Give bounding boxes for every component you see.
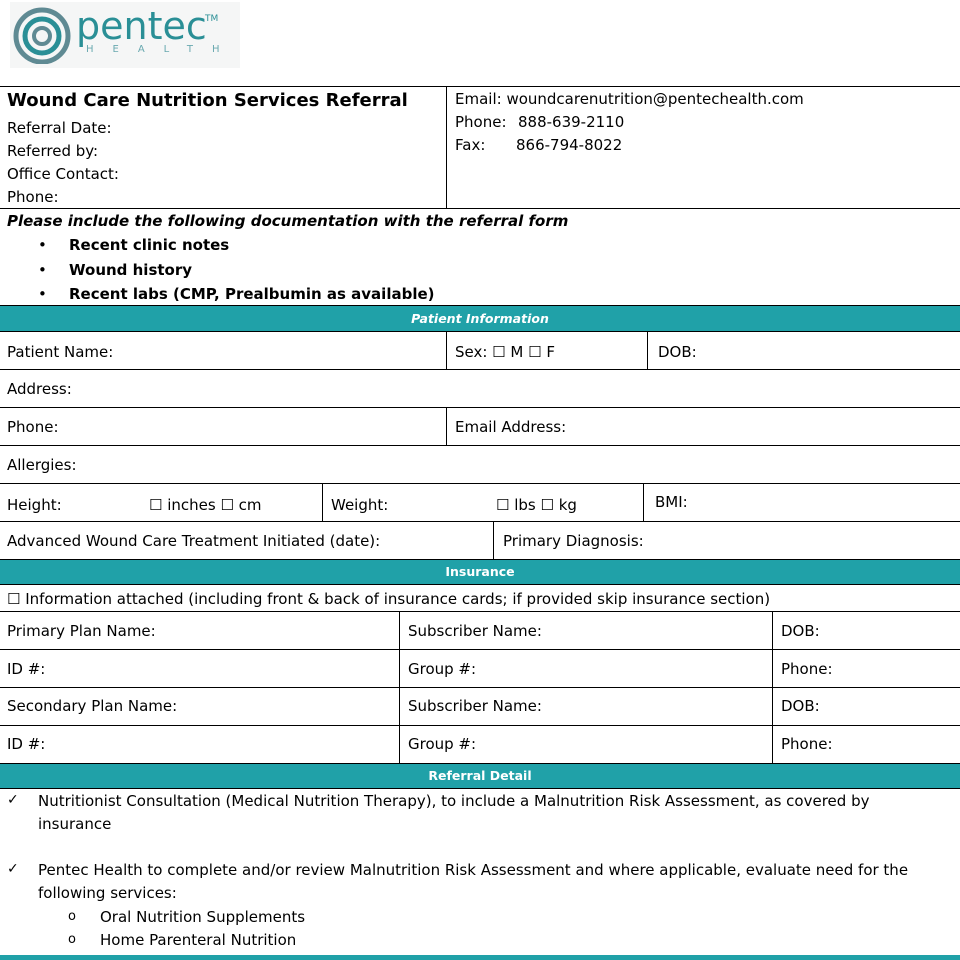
- header-phone-label: Phone:: [7, 188, 59, 206]
- referral-item-1-cont: insurance: [38, 815, 112, 833]
- patient-phone-label: Phone:: [7, 418, 59, 436]
- logo-swirl-icon: [12, 4, 72, 64]
- primary-plan-label: Primary Plan Name:: [7, 622, 156, 640]
- insurance-attached-checkbox[interactable]: ☐ Information attached (including front & back of insurance cards; if provided skip insurance section): [7, 590, 771, 608]
- referral-item-2-cont: following services:: [38, 884, 177, 902]
- insurance-dob-label: DOB:: [781, 697, 820, 715]
- email-address-label: Email Address:: [455, 418, 567, 436]
- height-label: Height:: [7, 496, 62, 514]
- contact-phone-label: Phone:: [455, 113, 507, 131]
- pentec-logo: [10, 2, 240, 68]
- logo-wordmark: pentec: [76, 4, 207, 48]
- weight-label: Weight:: [331, 496, 389, 514]
- bullet-icon: •: [38, 261, 47, 279]
- contact-email: Email: woundcarenutrition@pentechealth.com: [455, 90, 804, 108]
- contact-fax-label: Fax:: [455, 136, 486, 154]
- referral-item-2: Pentec Health to complete and/or review Malnutrition Risk Assessment and where applicable, evaluate need for the: [38, 861, 909, 879]
- id-number-label: ID #:: [7, 660, 46, 678]
- insurance-phone-label: Phone:: [781, 735, 833, 753]
- circle-bullet-icon: o: [68, 909, 76, 924]
- weight-units-checkboxes[interactable]: ☐ lbs ☐ kg: [496, 496, 577, 514]
- id-number-label: ID #:: [7, 735, 46, 753]
- group-number-label: Group #:: [408, 660, 477, 678]
- bullet-icon: •: [38, 285, 47, 303]
- patient-name-label: Patient Name:: [7, 343, 114, 361]
- logo-trademark: TM: [205, 14, 219, 24]
- office-contact-label: Office Contact:: [7, 165, 119, 183]
- referral-date-label: Referral Date:: [7, 119, 112, 137]
- doc-item: Wound history: [69, 261, 193, 279]
- primary-diagnosis-label: Primary Diagnosis:: [503, 532, 644, 550]
- insurance-dob-label: DOB:: [781, 622, 820, 640]
- patient-dob-label: DOB:: [658, 343, 697, 361]
- contact-phone: 888-639-2110: [518, 113, 625, 131]
- contact-fax: 866-794-8022: [516, 136, 623, 154]
- form-title: Wound Care Nutrition Services Referral: [7, 90, 408, 111]
- subscriber-name-label: Subscriber Name:: [408, 622, 542, 640]
- doc-item: Recent labs (CMP, Prealbumin as available): [69, 285, 435, 303]
- insurance-phone-label: Phone:: [781, 660, 833, 678]
- service-item: Home Parenteral Nutrition: [100, 931, 297, 949]
- allergies-label: Allergies:: [7, 456, 77, 474]
- referred-by-label: Referred by:: [7, 142, 99, 160]
- checkmark-icon: ✓: [7, 861, 19, 877]
- circle-bullet-icon: o: [68, 932, 76, 947]
- patient-info-band: Patient Information: [0, 306, 960, 331]
- sex-field[interactable]: Sex: ☐ M ☐ F: [455, 343, 555, 361]
- referral-item-1: Nutritionist Consultation (Medical Nutrition Therapy), to include a Malnutrition Risk Assessment, as covered by: [38, 792, 870, 810]
- address-label: Address:: [7, 380, 72, 398]
- service-item: Oral Nutrition Supplements: [100, 908, 306, 926]
- group-number-label: Group #:: [408, 735, 477, 753]
- logo-subtitle: HEALTH: [86, 44, 239, 55]
- height-units-checkboxes[interactable]: ☐ inches ☐ cm: [149, 496, 262, 514]
- subscriber-name-label: Subscriber Name:: [408, 697, 542, 715]
- documentation-intro: Please include the following documentation with the referral form: [7, 212, 569, 230]
- checkmark-icon: ✓: [7, 792, 19, 808]
- bullet-icon: •: [38, 236, 47, 254]
- bmi-label: BMI:: [655, 493, 688, 511]
- treatment-initiated-label: Advanced Wound Care Treatment Initiated (date):: [7, 532, 381, 550]
- bottom-band: [0, 955, 960, 960]
- referral-detail-band: Referral Detail: [0, 764, 960, 788]
- doc-item: Recent clinic notes: [69, 236, 230, 254]
- secondary-plan-label: Secondary Plan Name:: [7, 697, 178, 715]
- insurance-band: Insurance: [0, 560, 960, 584]
